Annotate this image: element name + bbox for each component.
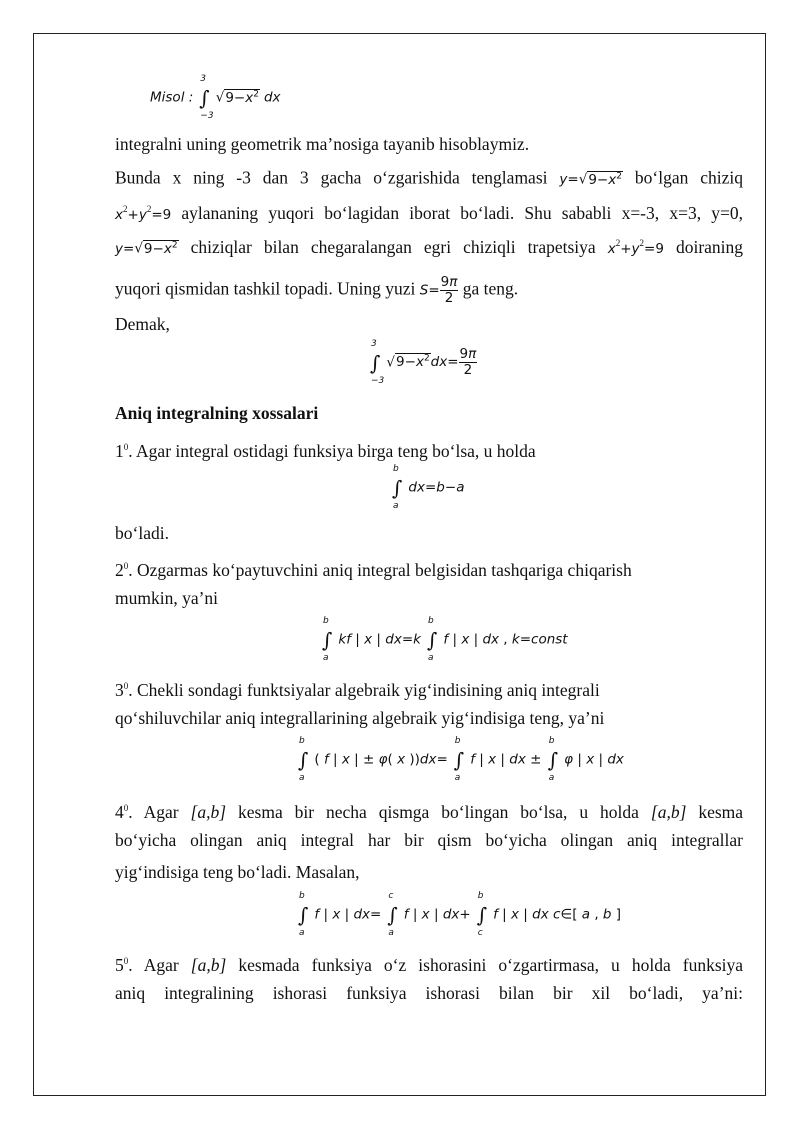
paragraph-5-text-b: ga teng. — [462, 278, 519, 299]
paragraph-5-line: yuqori qismidan tashkil topadi. Uning yuzi S= $\frac{9\pi}{2}$ ga teng. — [115, 274, 519, 306]
property-4-text-2: bo‘yicha olingan aniq integral har bir qism bo‘yicha olingan aniq integrallar — [115, 830, 743, 850]
demak-line — [115, 313, 743, 335]
paragraph-3-line: $x^2+y^2=9$ aylananing yuqori bo‘lagidan iborat bo‘ladi. Shu sababli x=-3, x=3, y=0, — [115, 202, 743, 223]
property-3: $3^0$. Chekli sondagi funktsiyalar algebraik yig‘indisining aniq integrali — [115, 679, 600, 700]
property-2-formula: ∫ b a kf | x | dx=k ∫ b a f | x | dx , k=const — [322, 616, 568, 663]
property-4: $4^0$. Agar [a,b] kesma bir necha qismga bo‘lingan bo‘lsa, u holda [a,b] kesma — [115, 801, 744, 822]
paragraph-4-text-b: doiraning — [675, 236, 744, 257]
property-3-formula: ∫ b a ( f | x | ± φ( x ))dx= ∫ b a f | x | dx ± ∫ b a φ | x | dx — [298, 736, 624, 783]
property-5: $5^0$. Agar [a,b] kesmada funksiya o‘z ishorasini o‘zgartirmasa, u holda funksiya — [115, 954, 744, 975]
property-2: $2^0$. Ozgarmas ko‘paytuvchini aniq integral belgisidan tashqariga chiqarish — [115, 559, 632, 580]
heading-text: Aniq integralning xossalari — [115, 403, 319, 423]
property-3-text-1: . Chekli sondagi funktsiyalar algebraik yig‘indisining aniq integrali — [128, 679, 600, 700]
property-4-text-1: kesma bir necha qismga bo‘lingan bo‘lsa, u holda — [238, 801, 639, 822]
property-2-line-2 — [115, 587, 743, 609]
paragraph-2-text-a: Bunda x ning -3 dan 3 gacha o‘zgarishida tenglamasi — [115, 167, 548, 188]
property-4-line-2 — [115, 829, 743, 851]
paragraph-4-line: $y=√9-x^2$ chiziqlar bilan chegaralangan egri chiziqli trapetsiya $x^2+y^2=9$ doiraning — [115, 236, 744, 257]
integral-sign: ∫ 3 −3 — [199, 74, 214, 121]
property-4-line-3 — [115, 861, 743, 883]
example-formula: Misol : ∫ 3 −3 $√9-x^2$ dx — [150, 74, 281, 121]
paragraph-3-text: aylananing yuqori bo‘lagidan iborat bo‘ladi. Shu sababli x=-3, x=3, y=0, — [181, 202, 743, 223]
area-fraction: $\frac{9\pi}{2}$ — [440, 274, 458, 306]
result-formula: ∫ 3 −3 $√9-x^2dx=$ $\frac{9\pi}{2}$ — [370, 338, 477, 386]
paragraph-5-text-a: yuqori qismidan tashkil topadi. Uning yuzi — [115, 278, 416, 299]
property-1-text: . Agar integral ostidagi funksiya birga teng bo‘lsa, u holda — [128, 440, 536, 461]
property-1: $1^0$. Agar integral ostidagi funksiya birga teng bo‘lsa, u holda — [115, 440, 536, 461]
paragraph-1-text: integralni uning geometrik ma’nosiga tayanib hisoblaymiz. — [115, 134, 530, 154]
misol-label: Misol — [150, 89, 185, 106]
property-1-formula: ∫ b a dx=b−a — [392, 464, 465, 511]
paragraph-1 — [115, 133, 743, 155]
paragraph-2-line: Bunda x ning -3 dan 3 gacha o‘zgarishida tenglamasi $y=√9-x^2$ bo‘lgan chiziq — [115, 167, 743, 188]
property-5-line-2 — [115, 982, 743, 1004]
paragraph-4-text-a: chiziqlar bilan chegaralangan egri chiziqli trapetsiya — [190, 236, 596, 257]
property-4-text-3: yig‘indisiga teng bo‘ladi. Masalan, — [115, 862, 360, 882]
paragraph-2-text-b: bo‘lgan chiziq — [634, 167, 743, 188]
property-3-line-2 — [115, 707, 743, 729]
property-3-text-2: qo‘shiluvchilar aniq integrallarining algebraik yig‘indisiga teng, ya’ni — [115, 708, 605, 728]
property-1-end-text: bo‘ladi. — [115, 523, 169, 543]
property-4-formula: ∫ b a f | x | dx= ∫ c a f | x | dx+ ∫ b c f | x | dx c∈[ a , b ] — [298, 891, 622, 938]
property-5-text-2: aniq integralining ishorasi funksiya ishorasi bilan bir xil bo‘ladi, ya’ni: — [115, 983, 743, 1003]
property-2-text-2: mumkin, ya’ni — [115, 588, 219, 608]
section-heading — [115, 402, 743, 424]
demak-text: Demak, — [115, 314, 170, 334]
property-5-text-1: kesmada funksiya o‘z ishorasini o‘zgartirmasa, u holda funksiya — [238, 954, 744, 975]
property-1-end — [115, 522, 743, 544]
property-2-text-1: . Ozgarmas ko‘paytuvchini aniq integral belgisidan tashqariga chiqarish — [128, 559, 632, 580]
